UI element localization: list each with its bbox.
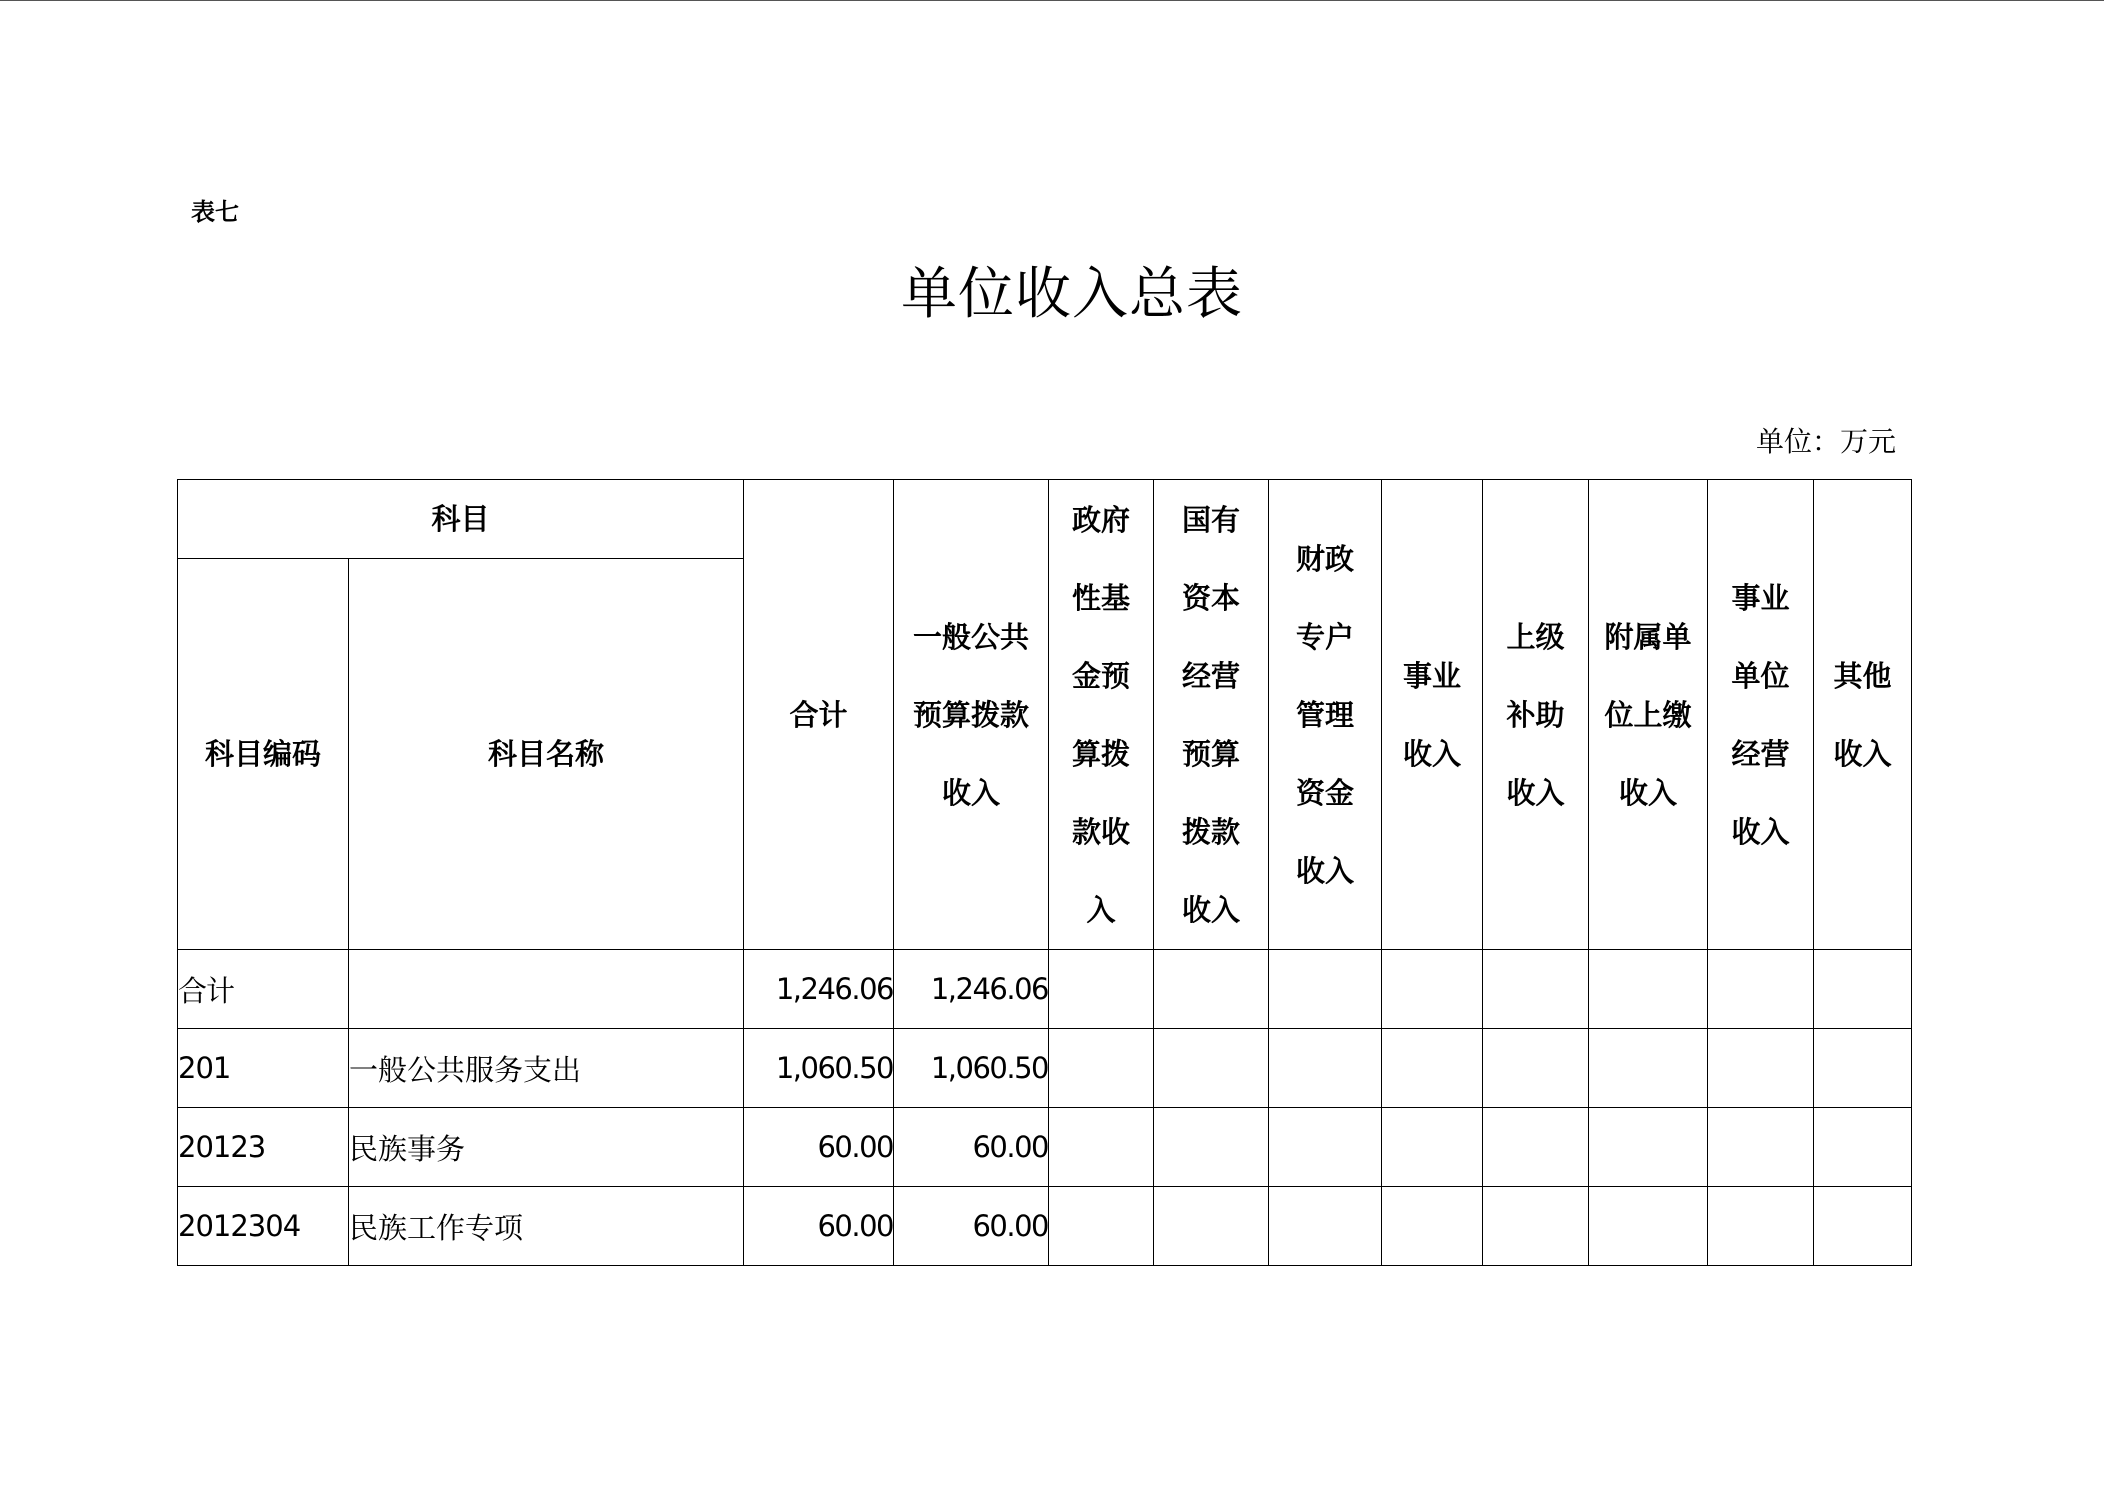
row-state-capital [1154,1029,1269,1108]
unit-note: 单位：万元 [1755,425,1896,458]
header-superior-subsidy-label: 上级 补助 收入 [1506,619,1565,810]
row-state-capital [1154,1187,1269,1266]
header-business-income [1382,480,1483,950]
header-general-budget [894,480,1049,950]
row-affiliated-payment [1589,1108,1708,1187]
page-title: 单位收入总表 [901,262,1243,327]
row-state-capital [1154,1108,1269,1187]
table-row [178,950,1912,1029]
row-general-budget: 60.00 [894,1108,1049,1187]
row-special-account [1269,950,1382,1029]
row-superior-subsidy [1483,1029,1589,1108]
row-gov-fund [1049,1187,1154,1266]
header-business-operation-label: 事业 单位 经营 收入 [1731,580,1790,849]
row-affiliated-payment [1589,1187,1708,1266]
header-business-income-label: 事业 收入 [1402,658,1461,771]
header-state-capital [1154,480,1269,950]
row-code: 201 [178,1029,349,1108]
header-special-account-label: 财政 专户 管理 资金 收入 [1295,541,1354,888]
row-business-operation [1708,1108,1814,1187]
row-special-account [1269,1187,1382,1266]
header-special-account [1269,480,1382,950]
header-affiliated-payment [1589,480,1708,950]
row-business-income [1382,1029,1483,1108]
row-business-income [1382,1187,1483,1266]
row-gov-fund [1049,950,1154,1029]
row-code: 2012304 [178,1187,349,1266]
header-affiliated-payment-label: 附属单 位上缴 收入 [1604,619,1692,810]
row-total: 60.00 [744,1187,894,1266]
row-name [349,950,744,1029]
row-business-operation [1708,1187,1814,1266]
row-special-account [1269,1029,1382,1108]
table-row [178,1187,1912,1266]
row-business-operation [1708,950,1814,1029]
table-row [178,1029,1912,1108]
row-other-income [1814,1108,1912,1187]
row-general-budget: 60.00 [894,1187,1049,1266]
row-code: 合计 [178,950,349,1029]
header-gov-fund-label: 政府 性基 金预 算拨 款收 入 [1071,502,1130,927]
row-superior-subsidy [1483,1108,1589,1187]
row-name: 民族事务 [349,1108,744,1187]
row-general-budget: 1,060.50 [894,1029,1049,1108]
header-total [744,480,894,950]
header-other-income-label: 其他 收入 [1833,658,1892,771]
row-gov-fund [1049,1029,1154,1108]
row-name: 一般公共服务支出 [349,1029,744,1108]
row-state-capital [1154,950,1269,1029]
header-general-budget-label: 一般公共 预算拨款 收入 [912,619,1029,810]
row-total: 1,246.06 [744,950,894,1029]
income-summary-table [177,479,1912,1266]
header-other-income [1814,480,1912,950]
row-special-account [1269,1108,1382,1187]
table-row [178,1108,1912,1187]
header-business-operation [1708,480,1814,950]
row-gov-fund [1049,1108,1154,1187]
header-superior-subsidy [1483,480,1589,950]
header-state-capital-label: 国有 资本 经营 预算 拨款 收入 [1181,502,1240,927]
row-total: 1,060.50 [744,1029,894,1108]
row-business-income [1382,1108,1483,1187]
page-top-border [0,0,2104,1]
header-subject-code: 科目编码 [178,559,349,950]
row-business-income [1382,950,1483,1029]
row-superior-subsidy [1483,950,1589,1029]
header-gov-fund [1049,480,1154,950]
header-subject-name: 科目名称 [349,559,744,950]
row-code: 20123 [178,1108,349,1187]
row-total: 60.00 [744,1108,894,1187]
row-superior-subsidy [1483,1187,1589,1266]
row-affiliated-payment [1589,1029,1708,1108]
row-other-income [1814,1187,1912,1266]
row-name: 民族工作专项 [349,1187,744,1266]
table-label: 表七 [191,198,239,226]
row-other-income [1814,950,1912,1029]
row-other-income [1814,1029,1912,1108]
header-subject-group: 科目 [178,480,744,559]
header-total-label: 合计 [789,697,848,732]
row-affiliated-payment [1589,950,1708,1029]
row-general-budget: 1,246.06 [894,950,1049,1029]
row-business-operation [1708,1029,1814,1108]
